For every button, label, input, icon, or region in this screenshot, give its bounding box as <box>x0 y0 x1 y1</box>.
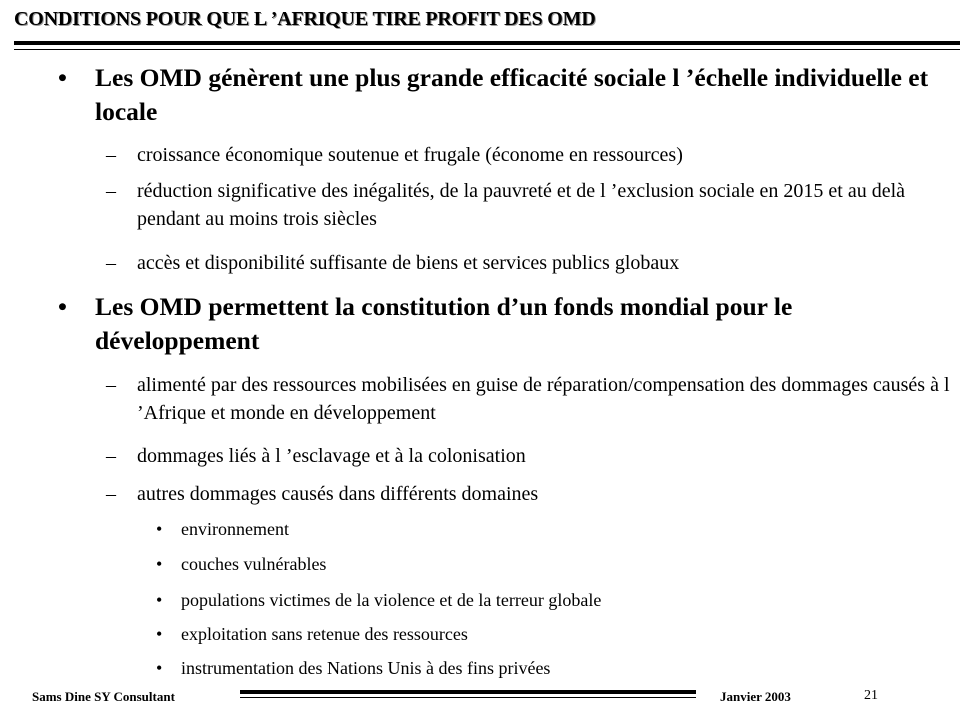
section-2-title: Les OMD permettent la constitution d’un fonds mondial pour le développement <box>95 292 793 355</box>
footer-author: Sams Dine SY Consultant <box>32 689 175 704</box>
sub-sub-item <box>156 517 946 541</box>
bullet-icon: • <box>156 519 163 539</box>
dash-icon: – <box>106 483 116 505</box>
page-number: 21 <box>864 688 878 703</box>
sub-item-text: autres dommages causés dans différents domaines <box>137 483 539 505</box>
sub-sub-item-text: exploitation sans retenue des ressources <box>181 624 468 644</box>
slide-title: CONDITIONS POUR QUE L ’AFRIQUE TIRE PROFIT DES OMD <box>14 8 596 30</box>
bullet-section-2 <box>58 290 953 358</box>
sub-sub-item-text: couches vulnérables <box>181 554 327 574</box>
header-rule-thin <box>14 49 960 50</box>
sub-sub-item-text: populations victimes de la violence et de la terreur globale <box>181 590 602 610</box>
sub-item-text: réduction significative des inégalités, de la pauvreté et de l ’exclusion sociale en 2015 et au delà pendant au moins trois siècles <box>137 180 906 230</box>
bullet-icon: • <box>156 554 163 574</box>
footer-rule-thin <box>240 697 696 698</box>
dash-icon: – <box>106 374 116 396</box>
bullet-icon: • <box>156 590 163 610</box>
sub-item-text: croissance économique soutenue et frugale (économe en ressources) <box>137 144 683 166</box>
dash-icon: – <box>106 144 116 166</box>
sub-item-text: dommages liés à l ’esclavage et à la colonisation <box>137 445 526 467</box>
bullet-icon: • <box>58 63 67 92</box>
dash-icon: – <box>106 180 116 202</box>
sub-item <box>106 249 956 277</box>
sub-sub-item <box>156 552 946 576</box>
sub-item <box>106 442 956 470</box>
sub-sub-item <box>156 656 946 680</box>
footer-rule <box>240 690 696 694</box>
sub-item-text: alimenté par des ressources mobilisées en guise de réparation/compensation des dommages causés à l ’Afrique et monde en développement <box>137 374 950 424</box>
sub-item-text: accès et disponibilité suffisante de biens et services publics globaux <box>137 252 680 274</box>
sub-sub-item <box>156 588 946 612</box>
bullet-section-1 <box>58 61 953 129</box>
sub-sub-item-text: environnement <box>181 519 289 539</box>
header-rule <box>14 41 960 45</box>
section-1-title: Les OMD génèrent une plus grande efficacité sociale l ’échelle individuelle et locale <box>95 63 929 126</box>
bullet-icon: • <box>156 624 163 644</box>
sub-sub-item-text: instrumentation des Nations Unis à des fins privées <box>181 658 551 678</box>
footer-date: Janvier 2003 <box>720 689 791 704</box>
sub-sub-item <box>156 622 946 646</box>
sub-item <box>106 177 956 233</box>
sub-item <box>106 371 956 427</box>
sub-item <box>106 480 956 508</box>
dash-icon: – <box>106 252 116 274</box>
dash-icon: – <box>106 445 116 467</box>
bullet-icon: • <box>58 292 67 321</box>
bullet-icon: • <box>156 658 163 678</box>
sub-item <box>106 141 956 169</box>
